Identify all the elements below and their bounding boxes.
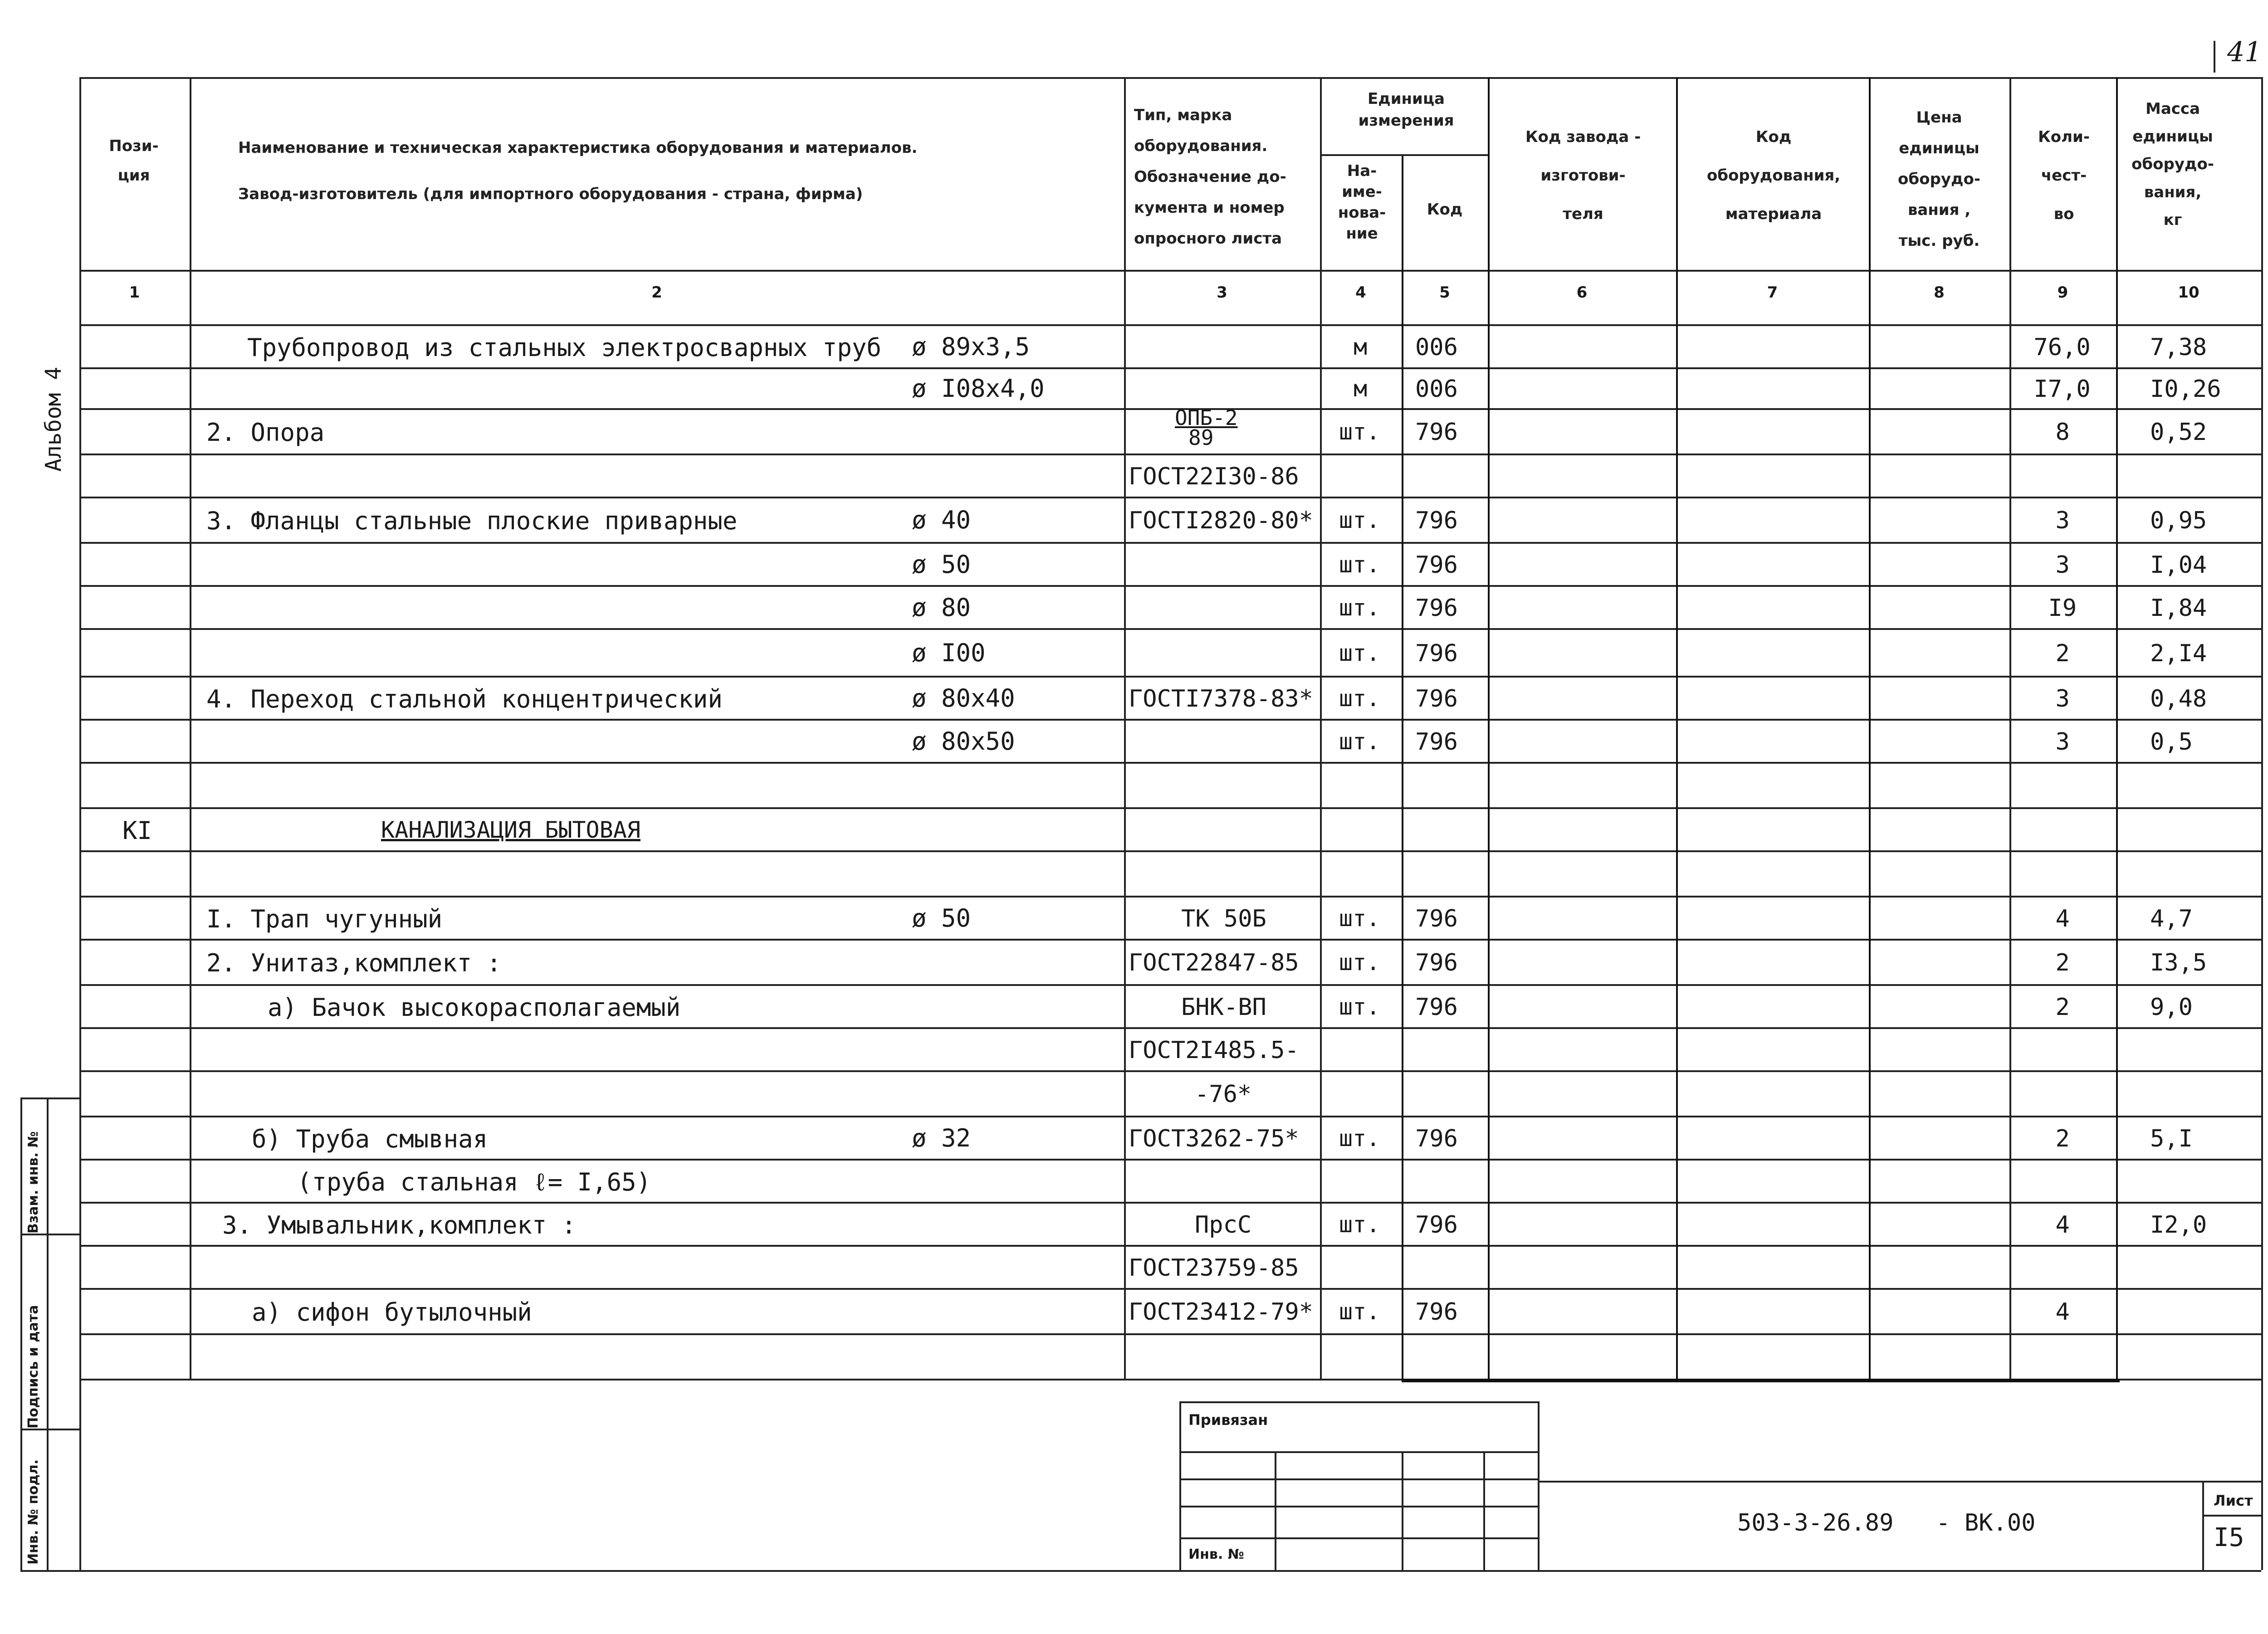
grid-line-v [1869,77,1871,1379]
grid-line-h [79,324,2261,326]
grid-line-h [79,1288,2261,1290]
row-quantity: I7,0 [2033,376,2091,403]
grid-line-h [79,628,2261,630]
row-mass: I3,5 [2150,949,2207,976]
header-col3: Тип, марка оборудования. Обозначение до- кумента и номер опросного листа [1134,106,1286,248]
row-name: а) Бачок высокорасполагаемый [268,993,681,1022]
grid-line-v [47,1097,49,1570]
row-dimension: ø 40 [912,506,971,534]
row-unit: шт. [1339,551,1380,578]
grid-line-v [1275,1451,1276,1570]
row-mass: 0,95 [2150,507,2207,534]
row-type: БНК-ВП [1181,993,1266,1021]
grid-line-v [1676,77,1678,1379]
sheet-number: I5 [2214,1523,2244,1552]
grid-line-v [1320,77,1322,1379]
column-number: 2 [651,283,662,302]
row-quantity: 76,0 [2033,333,2091,361]
row-type: ГОСТ23412-79* [1129,1298,1313,1326]
grid-line-h [1320,154,1488,156]
grid-line-v [2261,77,2263,1570]
row-type: ГОСТ2I485.5- [1129,1036,1299,1064]
row-name: 2. Унитаз,комплект : [206,949,502,977]
grid-line-v [1402,1451,1403,1570]
row-mass: 2,I4 [2150,639,2207,667]
row-name: 3. Фланцы стальные плоские приварные [206,507,738,535]
row-dimension: ø 32 [912,1123,971,1152]
row-quantity: 3 [2055,551,2070,579]
row-type: ОПБ-2 [1175,405,1238,430]
grid-line-h [1179,1401,1538,1403]
row-mass: 7,38 [2150,333,2207,361]
grid-line-h [79,676,2261,678]
row-quantity: 3 [2055,507,2070,534]
grid-line-v [1124,77,1126,1379]
grid-line-h [79,1027,2261,1029]
column-number: 10 [2178,283,2200,302]
grid-line-h [79,454,2261,455]
grid-line-v [79,77,81,1570]
grid-line-v [2009,77,2011,1379]
margin-label-inv: Инв. № подл. [25,1459,41,1565]
row-unit: шт. [1339,728,1380,755]
row-name: 4. Переход стальной концентрический [206,684,723,713]
row-mass: I,04 [2150,551,2207,579]
row-code: 796 [1415,993,1458,1021]
grid-line-h [2202,1515,2261,1517]
grid-line-h [79,408,2261,410]
grid-line-h [79,542,2261,544]
album-label: Альбом 4 [41,366,66,472]
row-name: 3. Умывальник,комплект : [222,1210,577,1239]
row-mass: 0,48 [2150,685,2207,712]
row-mass: 0,5 [2150,728,2193,756]
row-type: ГОСТI2820-80* [1129,507,1313,534]
row-dimension: ø 50 [912,903,971,932]
row-type-denominator: 89 [1188,425,1214,450]
row-unit: шт. [1339,639,1380,666]
grid-line-v [2202,1481,2204,1570]
row-name: (труба стальная ℓ= I,65) [297,1167,651,1196]
row-unit: шт. [1339,949,1380,976]
grid-line-h [20,1429,79,1430]
grid-line-v [1538,1401,1540,1570]
row-code: 796 [1415,905,1458,932]
grid-line-h [20,1234,79,1235]
grid-line-h [79,719,2261,721]
row-dimension: ø 80х50 [912,727,1015,756]
header-col9: Коли- чест- во [2038,128,2090,223]
row-name: I. Трап чугунный [206,904,443,933]
grid-line-h [79,77,2261,79]
grid-line-h [79,984,2261,986]
grid-line-h [79,762,2261,764]
row-name: б) Труба смывная [252,1124,488,1153]
grid-line-h [79,1159,2261,1161]
grid-line-h [79,939,2261,941]
row-unit: шт. [1339,419,1380,445]
row-type: -76* [1195,1081,1252,1108]
row-quantity: 4 [2055,1298,2070,1326]
row-mass: I2,0 [2150,1211,2207,1239]
row-code: 796 [1415,639,1458,667]
row-mass: 5,I [2150,1125,2193,1152]
grid-line-h [79,807,2261,809]
row-name: Трубопровод из стальных электросварных труб [247,333,881,362]
row-code: 006 [1415,333,1458,361]
grid-line-h [79,367,2261,369]
row-unit: шт. [1339,685,1380,712]
grid-line-h [1538,1481,2261,1483]
grid-line-h [79,585,2261,587]
row-code: 796 [1415,594,1458,622]
grid-line-h [79,497,2261,498]
row-code: 796 [1415,419,1458,446]
header-col8: Цена единицы оборудо- вания , тыс. руб. [1898,108,1980,250]
column-number: 4 [1355,283,1366,302]
row-unit: шт. [1339,507,1380,533]
row-unit: шт. [1339,1125,1380,1151]
grid-line-v [1483,1451,1485,1570]
row-code: 796 [1415,507,1458,534]
grid-line-h [20,1097,79,1099]
header-unit-group: Единица измерения [1358,90,1454,130]
row-mass: 4,7 [2150,905,2193,932]
header-col4: На- име- нова- ние [1338,162,1386,243]
row-code: 796 [1415,1211,1458,1239]
row-name: КАНАЛИЗАЦИЯ БЫТОВАЯ [381,816,640,843]
header-col7: Код оборудования, материала [1706,128,1841,223]
row-unit: шт. [1339,1298,1380,1325]
row-dimension: ø I00 [912,638,986,667]
row-dimension: ø 89х3,5 [912,332,1030,361]
header-col2: Наименование и техническая характеристика оборудования и материалов. Завод-изготовитель (для импортного оборудования - страна, фирма) [238,139,918,203]
row-code: 796 [1415,551,1458,579]
grid-line-h [79,1202,2261,1204]
grid-line-h [79,896,2261,897]
row-quantity: 2 [2055,639,2070,667]
privyazan-label: Привязан [1188,1411,1268,1429]
corner-page-number: 41 [2227,36,2262,68]
column-number: 1 [129,283,140,302]
header-col5: Код [1427,200,1463,219]
row-type: ГОСТ22I30-86 [1129,463,1299,490]
row-dimension: ø I08х4,0 [912,374,1045,403]
column-number: 8 [1934,283,1945,302]
row-type: ТК 50Б [1181,905,1266,932]
grid-line-v [2116,77,2118,1379]
column-number: 9 [2057,283,2068,302]
row-dimension: ø 50 [912,550,971,579]
row-quantity: 4 [2055,905,2070,932]
row-code: 796 [1415,949,1458,976]
row-name: 2. Опора [206,418,325,447]
row-quantity: 2 [2055,993,2070,1021]
column-number: 5 [1439,283,1450,302]
grid-line-v [1320,77,1322,270]
row-quantity: 4 [2055,1211,2070,1239]
row-quantity: 2 [2055,1125,2070,1152]
column-number: 3 [1217,283,1227,302]
row-type: ГОСТ3262-75* [1129,1125,1299,1152]
row-code: 796 [1415,685,1458,712]
sheet-label: Лист [2214,1492,2253,1509]
header-col6: Код завода - изготови- теля [1525,128,1641,223]
row-quantity: 3 [2055,685,2070,712]
row-type: ПрсС [1195,1211,1252,1239]
margin-label-podpis: Подпись и дата [25,1305,41,1429]
row-quantity: 8 [2055,419,2070,446]
grid-line-v [20,1097,22,1570]
grid-line-h [79,1245,2261,1247]
row-name: а) сифон бутылочный [252,1298,532,1327]
column-number: 6 [1576,283,1588,302]
row-unit: шт. [1339,905,1380,932]
row-code: 006 [1415,376,1458,403]
row-unit: м [1354,376,1368,402]
grid-line-h [79,1333,2261,1335]
row-quantity: 2 [2055,949,2070,976]
row-unit: шт. [1339,993,1380,1020]
grid-line-h [79,1116,2261,1117]
grid-line-h [1402,1379,2120,1382]
row-position: КI [122,816,152,845]
header-col10: Масса единицы оборудо- вания, кг [2131,100,2214,229]
header-col1: Пози- ция [109,137,159,185]
column-number: 7 [1767,283,1778,302]
document-code: 503-3-26.89 - ВК.00 [1737,1509,2036,1536]
row-dimension: ø 80 [912,593,971,622]
grid-line-h [79,1070,2261,1072]
grid-line-h [79,270,2261,272]
row-code: 796 [1415,1298,1458,1326]
grid-line-v [1402,154,1403,1379]
row-mass: 9,0 [2150,993,2193,1021]
row-mass: I0,26 [2150,376,2221,403]
row-type: ГОСТ23759-85 [1129,1254,1299,1282]
row-type: ГОСТI7378-83* [1129,685,1313,712]
row-code: 796 [1415,728,1458,756]
row-unit: м [1354,333,1368,360]
row-quantity: 3 [2055,728,2070,756]
row-type: ГОСТ22847-85 [1129,949,1299,976]
row-unit: шт. [1339,1211,1380,1238]
row-mass: 0,52 [2150,419,2207,446]
corner-divider [2214,41,2215,73]
grid-line-h [20,1570,2261,1572]
row-unit: шт. [1339,594,1380,621]
grid-line-v [190,77,191,1379]
grid-line-v [1488,77,1490,1379]
row-code: 796 [1415,1125,1458,1152]
grid-line-v [1179,1401,1181,1570]
inv-no-label: Инв. № [1188,1546,1244,1562]
row-dimension: ø 80х40 [912,683,1015,712]
row-mass: I,84 [2150,594,2207,622]
grid-line-h [79,850,2261,852]
margin-label-vzam: Взам. инв. № [25,1131,41,1234]
row-quantity: I9 [2048,594,2077,622]
